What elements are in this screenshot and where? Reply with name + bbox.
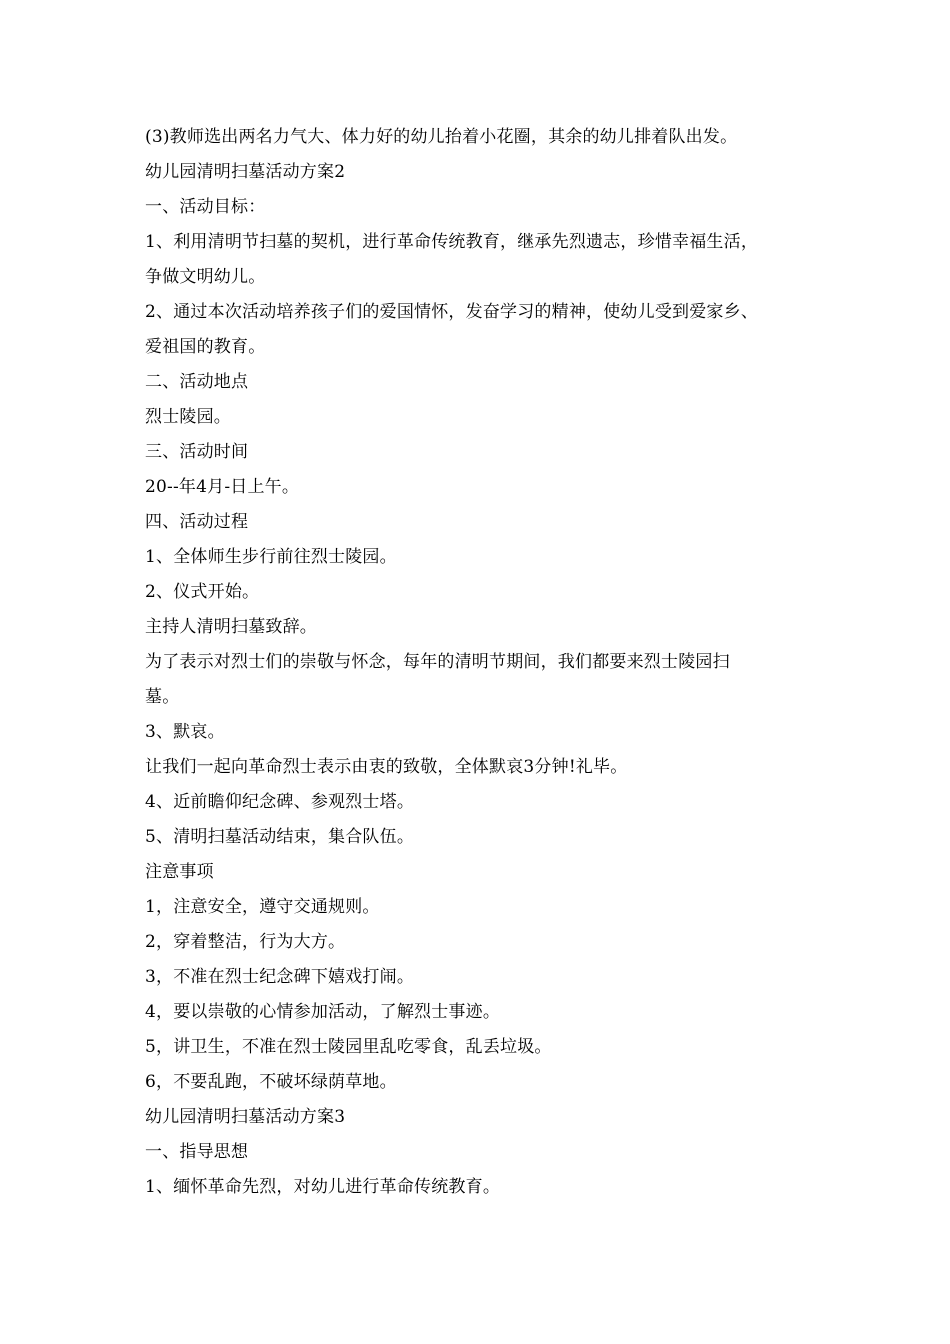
list-item: 6，不要乱跑，不破坏绿荫草地。: [145, 1072, 397, 1092]
subsection-heading: 注意事项: [145, 862, 214, 882]
list-item: 1、缅怀革命先烈，对幼儿进行革命传统教育。: [145, 1177, 501, 1197]
document-body: [145, 120, 825, 1205]
list-item: 4，要以崇敬的心情参加活动，了解烈士事迹。: [145, 1002, 501, 1022]
paragraph-line: 20--年4月-日上午。: [145, 477, 300, 497]
list-item: 4、近前瞻仰纪念碑、参观烈士塔。: [145, 792, 415, 812]
subsection-heading: 四、活动过程: [145, 512, 249, 532]
paragraph-line: 为了表示对烈士们的崇敬与怀念，每年的清明节期间，我们都要来烈士陵园扫: [145, 652, 730, 672]
section-heading: 幼儿园清明扫墓活动方案3: [145, 1107, 346, 1127]
section-heading: 幼儿园清明扫墓活动方案2: [145, 162, 346, 182]
paragraph-line: (3)教师选出两名力气大、体力好的幼儿抬着小花圈，其余的幼儿排着队出发。: [145, 127, 738, 147]
subsection-heading: 三、活动时间: [145, 442, 249, 462]
paragraph-line: 主持人清明扫墓致辞。: [145, 617, 317, 637]
paragraph-line: 争做文明幼儿。: [145, 267, 266, 287]
list-item: 2、仪式开始。: [145, 582, 260, 602]
list-item: 2，穿着整洁，行为大方。: [145, 932, 346, 952]
list-item: 3、默哀。: [145, 722, 225, 742]
list-item: 3，不准在烈士纪念碑下嬉戏打闹。: [145, 967, 415, 987]
list-item: 5、清明扫墓活动结束，集合队伍。: [145, 827, 415, 847]
paragraph-line: 烈士陵园。: [145, 407, 231, 427]
list-item: 1、全体师生步行前往烈士陵园。: [145, 547, 397, 567]
list-item: 1，注意安全，遵守交通规则。: [145, 897, 380, 917]
list-item: 5，讲卫生，不准在烈士陵园里乱吃零食，乱丢垃圾。: [145, 1037, 552, 1057]
paragraph-line: 爱祖国的教育。: [145, 337, 266, 357]
subsection-heading: 一、指导思想: [145, 1142, 249, 1162]
paragraph-line: 墓。: [145, 687, 180, 707]
subsection-heading: 一、活动目标：: [145, 197, 266, 217]
paragraph-line: 1、利用清明节扫墓的契机，进行革命传统教育，继承先烈遗志，珍惜幸福生活，: [145, 232, 759, 252]
subsection-heading: 二、活动地点: [145, 372, 249, 392]
paragraph-line: 2、通过本次活动培养孩子们的爱国情怀，发奋学习的精神，使幼儿受到爱家乡、: [145, 302, 759, 322]
paragraph-line: 让我们一起向革命烈士表示由衷的致敬，全体默哀3分钟!礼毕。: [145, 757, 628, 777]
